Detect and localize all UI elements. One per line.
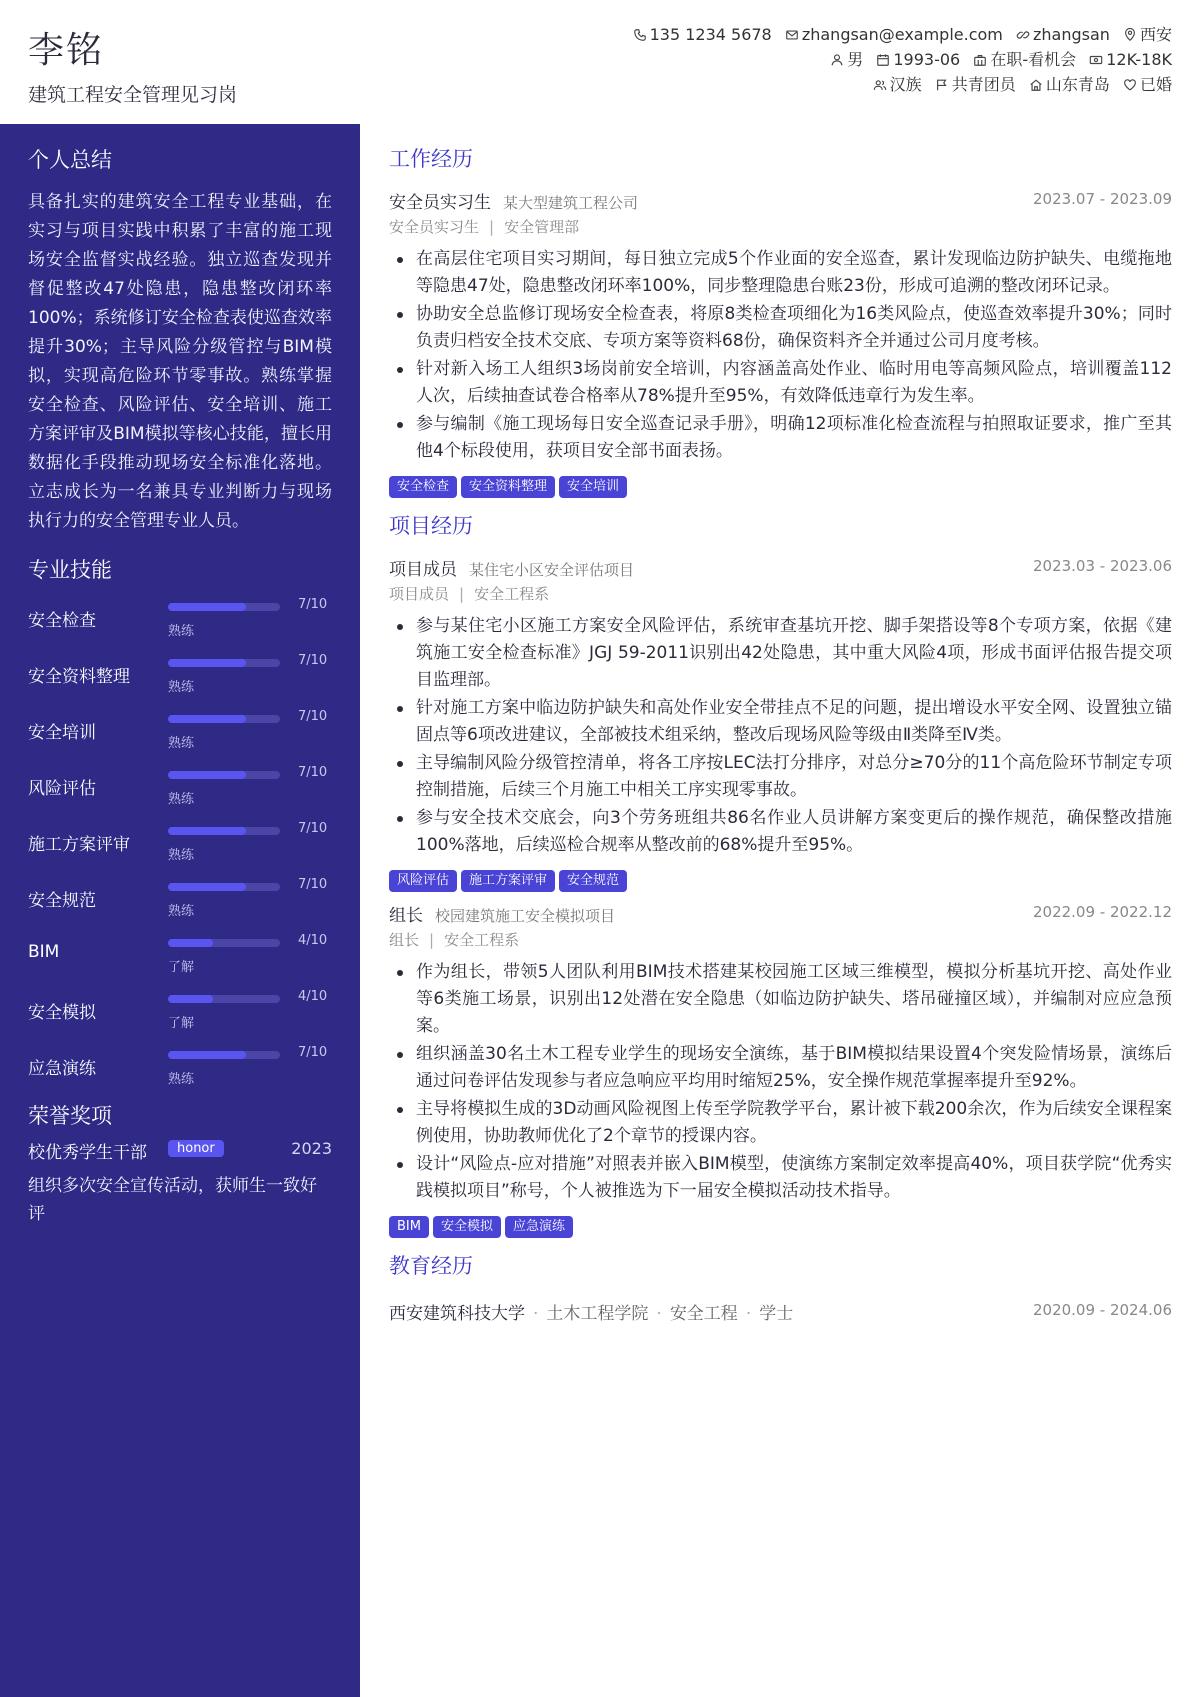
- entry-org: 校园建筑施工安全模拟项目: [435, 907, 616, 925]
- skill-name: 安全模拟: [28, 1003, 96, 1023]
- skill-item: [28, 1038, 332, 1094]
- contact-info: [625, 22, 1172, 97]
- skill-bar-fill: [168, 603, 246, 611]
- email-item: zhangsan@example.com: [785, 22, 1003, 47]
- skill-level: 熟练: [168, 792, 195, 807]
- bullet-item: 针对施工方案中临边防护缺失和高处作业安全带挂点不足的问题，提出增设水平安全网、设置独立锚固点等6项改进建议，全部被技术组采纳，整改后现场风险等级由Ⅱ类降至Ⅳ类。: [389, 695, 1172, 749]
- skill-name: 安全资料整理: [28, 667, 130, 687]
- skill-level: 熟练: [168, 904, 195, 919]
- skill-name: 安全培训: [28, 723, 96, 743]
- location-item: 西安: [1123, 22, 1172, 47]
- entry-tags: [389, 475, 1172, 499]
- skill-level: 了解: [168, 960, 195, 975]
- skill-bar-fill: [168, 659, 246, 667]
- tag: 施工方案评审: [461, 870, 555, 892]
- project-entry: [389, 555, 1172, 893]
- entry-subtitle: 项目成员 | 安全工程系: [389, 585, 550, 603]
- award-item: [28, 1134, 332, 1164]
- skill-item: [28, 758, 332, 814]
- entry-header: [389, 555, 1172, 581]
- entry-header: [389, 901, 1172, 927]
- tag: 风险评估: [389, 870, 457, 892]
- skill-bar: [168, 939, 280, 947]
- main-content: [389, 124, 1172, 1325]
- skill-name: 安全规范: [28, 891, 96, 911]
- skill-score: 7/10: [298, 709, 328, 724]
- tag: 安全培训: [559, 476, 627, 498]
- skill-item: [28, 590, 332, 646]
- tag: 安全检查: [389, 476, 457, 498]
- skill-level: 熟练: [168, 848, 195, 863]
- skill-name: 施工方案评审: [28, 835, 130, 855]
- status-item: 在职-看机会: [973, 47, 1076, 72]
- user-icon: [830, 53, 844, 67]
- birth-item: 1993-06: [876, 47, 960, 72]
- education-heading: 教育经历: [389, 1254, 473, 1278]
- skill-item: [28, 926, 332, 982]
- bullet-item: 参与某住宅小区施工方案安全风险评估，系统审查基坑开挖、脚手架搭设等8个专项方案，依据《建筑施工安全检查标准》JGJ 59-2011识别出42处隐患，其中重大风险4项，形成书面评估报告提交项目监理部。: [389, 613, 1172, 694]
- entry-role: 项目成员: [389, 560, 457, 580]
- edu-college: 土木工程学院: [546, 1304, 649, 1324]
- tag: 安全模拟: [433, 1216, 501, 1238]
- entry-date: 2023.07 - 2023.09: [1032, 190, 1172, 208]
- tag: 安全资料整理: [461, 476, 555, 498]
- entry-bullets: [389, 246, 1172, 465]
- skill-item: [28, 982, 332, 1038]
- mail-icon: [785, 28, 799, 42]
- skill-name: 风险评估: [28, 779, 96, 799]
- skill-bar: [168, 603, 280, 611]
- award-badge: honor: [168, 1140, 224, 1157]
- hometown-item: 山东青岛: [1029, 72, 1110, 97]
- edu-degree: 学士: [759, 1304, 794, 1324]
- entry-subtitle: 组长 | 安全工程系: [389, 931, 520, 949]
- bullet-item: 主导编制风险分级管控清单，将各工序按LEC法打分排序，对总分≥70分的11个高危险环节制定专项控制措施，后续三个月施工中相关工序实现零事故。: [389, 750, 1172, 804]
- skill-score: 7/10: [298, 1045, 328, 1060]
- skill-bar: [168, 715, 280, 723]
- skill-name: 安全检查: [28, 611, 96, 631]
- skill-bar-fill: [168, 827, 246, 835]
- phone-icon: [633, 28, 647, 42]
- ethnicity-item: 汉族: [873, 72, 922, 97]
- skill-score: 4/10: [298, 933, 328, 948]
- entry-date: 2022.09 - 2022.12: [1032, 903, 1172, 921]
- award-description: 组织多次安全宣传活动，获师生一致好评: [28, 1176, 317, 1224]
- work-heading: 工作经历: [389, 147, 473, 171]
- entry-bullets: [389, 959, 1172, 1205]
- skill-bar: [168, 995, 280, 1003]
- awards-heading: 荣誉奖项: [28, 1104, 112, 1128]
- bullet-item: 参与安全技术交底会，向3个劳务班组共86名作业人员讲解方案变更后的操作规范，确保整改措施100%落地，后续巡检合规率从整改前的68%提升至95%。: [389, 805, 1172, 859]
- tag: 安全规范: [559, 870, 627, 892]
- skill-level: 了解: [168, 1016, 195, 1031]
- skill-item: [28, 702, 332, 758]
- entry-role: 组长: [389, 906, 423, 926]
- bullet-item: 主导将模拟生成的3D动画风险视图上传至学院教学平台，累计被下载200余次，作为后续安全课程案例使用，协助教师优化了2个章节的授课内容。: [389, 1096, 1172, 1150]
- skill-item: [28, 814, 332, 870]
- skill-bar-fill: [168, 715, 246, 723]
- skill-item: [28, 646, 332, 702]
- entry-role: 安全员实习生: [389, 193, 491, 213]
- flag-icon: [935, 78, 949, 92]
- tag: 应急演练: [505, 1216, 573, 1238]
- skill-bar-fill: [168, 995, 213, 1003]
- skill-bar: [168, 1051, 280, 1059]
- bullet-item: 参与编制《施工现场每日安全巡查记录手册》，明确12项标准化检查流程与拍照取证要求，推广至其他4个标段使用，获项目安全部书面表扬。: [389, 411, 1172, 465]
- project-entry: [389, 901, 1172, 1239]
- skill-score: 4/10: [298, 989, 328, 1004]
- edu-school: 西安建筑科技大学: [389, 1304, 525, 1324]
- sidebar: [0, 124, 360, 1697]
- home-icon: [1029, 78, 1043, 92]
- summary-heading: 个人总结: [28, 148, 112, 172]
- briefcase-icon: [973, 53, 987, 67]
- skill-score: 7/10: [298, 653, 328, 668]
- skill-bar-fill: [168, 939, 213, 947]
- skill-bar-fill: [168, 771, 246, 779]
- entry-date: 2023.03 - 2023.06: [1032, 557, 1172, 575]
- skill-bar: [168, 771, 280, 779]
- entry-org: 某大型建筑工程公司: [503, 194, 639, 212]
- tag: BIM: [389, 1216, 429, 1238]
- people-icon: [873, 78, 887, 92]
- award-name: 校优秀学生干部: [28, 1143, 147, 1163]
- phone-item: 135 1234 5678: [633, 22, 772, 47]
- link-icon: [1016, 28, 1030, 42]
- entry-subtitle: 安全员实习生 | 安全管理部: [389, 218, 580, 236]
- education-entry: 西安建筑科技大学 · 土木工程学院 · 安全工程 · 学士 2020.09 - 2024.06: [389, 1301, 1172, 1324]
- skill-bar: [168, 883, 280, 891]
- skill-bar-fill: [168, 883, 246, 891]
- bullet-item: 设计“风险点-应对措施”对照表并嵌入BIM模型，使演练方案制定效率提高40%，项目获学院“优秀实践模拟项目”称号，个人被推选为下一届安全模拟活动技术指导。: [389, 1151, 1172, 1205]
- skill-item: [28, 870, 332, 926]
- skill-level: 熟练: [168, 1072, 195, 1087]
- skill-score: 7/10: [298, 821, 328, 836]
- skill-level: 熟练: [168, 680, 195, 695]
- edu-date: 2020.09 - 2024.06: [1032, 1301, 1172, 1319]
- money-icon: [1089, 53, 1103, 67]
- work-entry: [389, 188, 1172, 499]
- entry-header: [389, 188, 1172, 214]
- bullet-item: 作为组长，带领5人团队利用BIM技术搭建某校园施工区域三维模型，模拟分析基坑开挖、高处作业等6类施工场景，识别出12处潜在安全隐患（如临边防护缺失、塔吊碰撞区域），并编制对应应急预案。: [389, 959, 1172, 1040]
- edu-major: 安全工程: [669, 1304, 738, 1324]
- skill-bar: [168, 827, 280, 835]
- skill-score: 7/10: [298, 597, 328, 612]
- job-title: 建筑工程安全管理见习岗: [28, 84, 238, 106]
- bullet-item: 在高层住宅项目实习期间，每日独立完成5个作业面的安全巡查，累计发现临边防护缺失、电缆拖地等隐患47处，隐患整改闭环率100%，同步整理隐患台账23份，形成可追溯的整改闭环记录。: [389, 246, 1172, 300]
- skill-bar: [168, 659, 280, 667]
- profile-link-item: zhangsan: [1016, 22, 1110, 47]
- political-item: 共青团员: [935, 72, 1016, 97]
- entry-tags: [389, 1215, 1172, 1239]
- skill-level: 熟练: [168, 624, 195, 639]
- bullet-item: 针对新入场工人组织3场岗前安全培训，内容涵盖高处作业、临时用电等高频风险点，培训覆盖112人次，后续抽查试卷合格率从78%提升至95%，有效降低违章行为发生率。: [389, 356, 1172, 410]
- award-year: 2023: [291, 1139, 332, 1158]
- heart-icon: [1123, 78, 1137, 92]
- contact-row-3: [625, 72, 1172, 97]
- resume-header: [0, 0, 1200, 124]
- bullet-item: 组织涵盖30名土木工程专业学生的现场安全演练，基于BIM模拟结果设置4个突发险情场景，演练后通过问卷评估发现参与者应急响应平均用时缩短25%，安全操作规范掌握率提升至92%。: [389, 1041, 1172, 1095]
- project-heading: 项目经历: [389, 514, 473, 538]
- entry-org: 某住宅小区安全评估项目: [469, 561, 635, 579]
- person-name: 李铭: [28, 30, 105, 71]
- skill-level: 熟练: [168, 736, 195, 751]
- marital-item: 已婚: [1123, 72, 1172, 97]
- skills-list: [28, 590, 332, 1094]
- location-icon: [1123, 28, 1137, 42]
- skills-heading: 专业技能: [28, 558, 112, 582]
- contact-row-2: [625, 47, 1172, 72]
- entry-tags: [389, 869, 1172, 893]
- bullet-item: 协助安全总监修订现场安全检查表，将原8类检查项细化为16类风险点，使巡查效率提升30%；同时负责归档安全技术交底、专项方案等资料68份，确保资料齐全并通过公司月度考核。: [389, 301, 1172, 355]
- contact-row-1: [625, 22, 1172, 47]
- skill-name: BIM: [28, 942, 60, 962]
- salary-item: 12K-18K: [1089, 47, 1172, 72]
- skill-bar-fill: [168, 1051, 246, 1059]
- skill-score: 7/10: [298, 877, 328, 892]
- gender-item: 男: [830, 47, 863, 72]
- skill-score: 7/10: [298, 765, 328, 780]
- skill-name: 应急演练: [28, 1059, 96, 1079]
- summary-text: 具备扎实的建筑安全工程专业基础，在实习与项目实践中积累了丰富的施工现场安全监督实战经验。独立巡查发现并督促整改47处隐患，隐患整改闭环率100%；系统修订安全检查表使巡查效率提升30%；主导风险分级管控与BIM模拟，实现高危险环节零事故。熟练掌握安全检查、风险评估、安全培训、施工方案评审及BIM模拟等核心技能，擅长用数据化手段推动现场安全标准化落地。立志成长为一名兼具专业判断力与现场执行力的安全管理专业人员。: [28, 192, 332, 531]
- entry-bullets: [389, 613, 1172, 859]
- calendar-icon: [876, 53, 890, 67]
